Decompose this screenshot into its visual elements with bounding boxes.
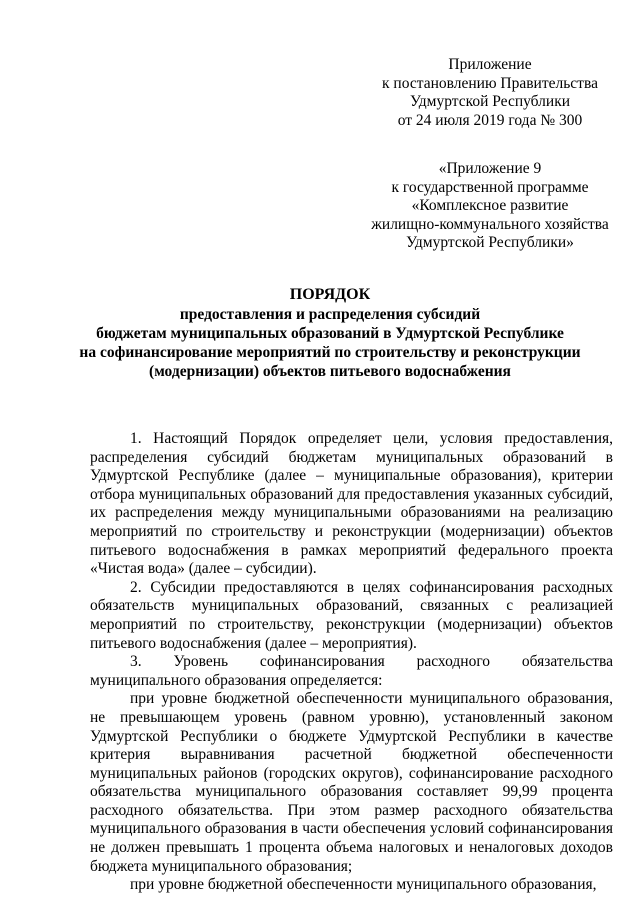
title-heading: ПОРЯДОК xyxy=(289,286,371,303)
appendix-line: жилищно-коммунального хозяйства xyxy=(371,215,609,233)
paragraph-3-condition-1: при уровне бюджетной обеспеченности муниципального образования, не превышающем уровень (равном уровню), установленный законом Удмуртской Республики о бюджете Удмуртской Республики в качестве критерия выравнивания расчетной бюджетной обеспеченности муниципальных районов (городских округов), софинансирование расходного обязательства муниципального образования составляет 99,99 процента расходного обязательства. При этом размер расходного обязательства муниципального образования в части обеспечения условий софинансирования не должен превышать 1 процента объема налоговых и неналоговых доходов бюджета муниципального образования; xyxy=(90,690,613,875)
paragraph-3: 3. Уровень софинансирования расходного обязательства муниципального образования определяется: xyxy=(90,653,613,689)
title-subtitle-line: бюджетам муниципальных образований в Удмуртской Республике xyxy=(96,325,564,342)
document-body xyxy=(90,430,613,895)
appendix-reference xyxy=(375,56,605,130)
title-subtitle-line: предоставления и распределения субсидий xyxy=(179,306,481,323)
appendix-line: к государственной программе xyxy=(391,178,589,196)
paragraph-1: 1. Настоящий Порядок определяет цели, условия предоставления, распределения субсидий бюджетам муниципальных образований в Удмуртской Республике (далее – муниципальные образования), критерии отбора муниципальных образований для предоставления указанных субсидий, их распределения между муниципальными образованиями на реализацию мероприятий по строительству и реконструкции (модернизации) объектов питьевого водоснабжения в рамках мероприятий федерального проекта «Чистая вода» (далее – субсидии). xyxy=(90,430,613,578)
appendix-line: «Комплексное развитие xyxy=(411,197,569,214)
appendix-line: к постановлению Правительства xyxy=(382,74,598,92)
title-subtitle-line: (модернизации) объектов питьевого водоснабжения xyxy=(149,363,511,380)
title-subtitle-line: на софинансирование мероприятий по строительству и реконструкции xyxy=(79,344,581,361)
appendix-line: Приложение xyxy=(448,56,532,73)
appendix-line: «Приложение 9 xyxy=(438,160,542,177)
appendix-line: Удмуртской Республики» xyxy=(406,234,574,251)
document-title xyxy=(60,285,600,381)
appendix-line: от 24 июля 2019 года № 300 xyxy=(397,111,583,129)
appendix-line: Удмуртской Республики xyxy=(409,93,571,110)
paragraph-2: 2. Субсидии предоставляются в целях софинансирования расходных обязательств муниципальных образований, связанных с реализацией мероприятий по строительству, реконструкции (модернизации) объектов питьевого водоснабжения (далее – мероприятия). xyxy=(90,578,613,652)
paragraph-3-condition-2: при уровне бюджетной обеспеченности муниципального образования, xyxy=(130,876,597,894)
program-appendix-reference xyxy=(355,160,625,253)
